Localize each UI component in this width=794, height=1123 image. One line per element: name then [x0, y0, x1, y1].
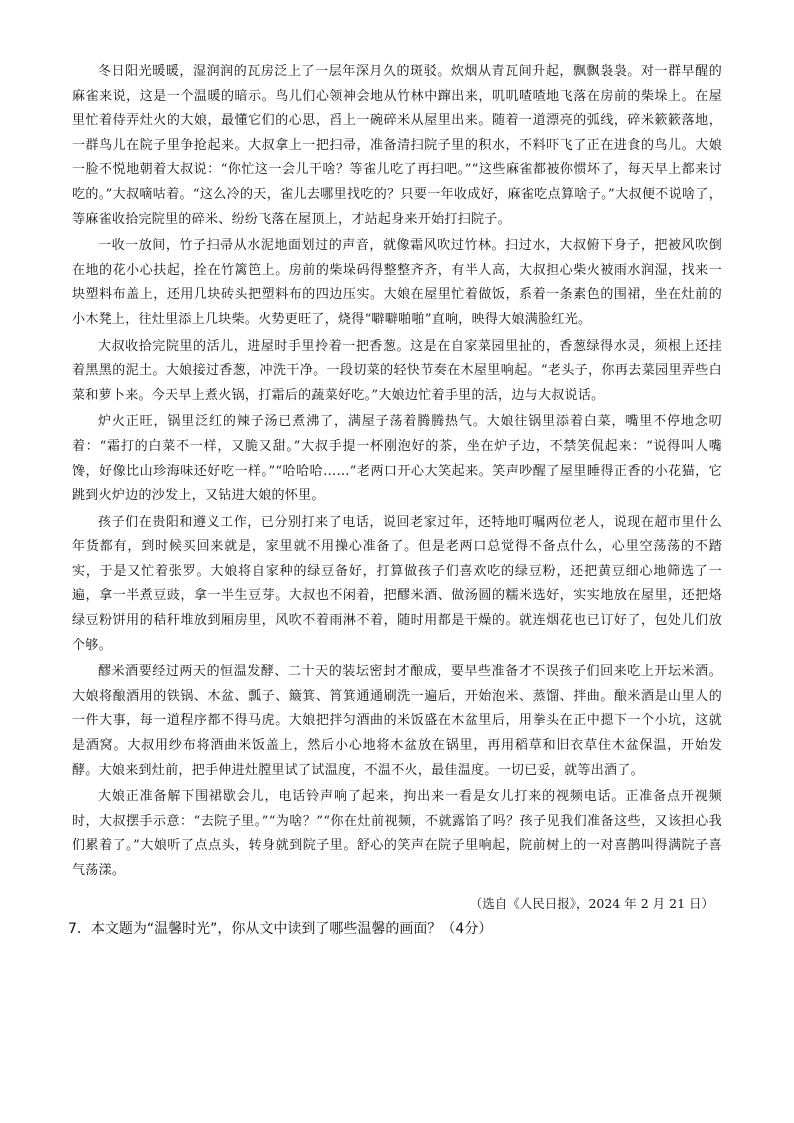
article-paragraph-1: 冬日阳光暖暖，湿润润的瓦房泛上了一层年深月久的斑驳。炊烟从青瓦间升起，飘飘袅袅。对一群早醒的麻雀来说，这是一个温暖的暗示。鸟儿们心领神会地从竹林中蹿出来，叽叽喳喳地飞落在房前的柴垛上。在屋里忙着侍弄灶火的大娘，最懂它们的心思，舀上一碗碎米从屋里出来。随着一道漂亮的弧线，碎米簌簌落地，一群鸟儿在院子里争抢起来。大叔拿上一把扫帚，准备清扫院子里的积水，不料吓飞了正在进食的鸟儿。大娘一脸不悦地朝着大叔说：“你忙这一会儿干啥？等雀儿吃了再扫吧。”“这些麻雀都被你惯坏了，每天早上都来讨吃的。”大叔嘀咕着。“这么冷的天，雀儿去哪里找吃的？只要一年收成好，麻雀吃点算啥子。”大叔便不说啥了，等麻雀收拾完院里的碎米、纷纷飞落在屋顶上，才站起身来开始打扫院子。 — [72, 64, 722, 227]
article-paragraph-2: 一收一放间，竹子扫帚从水泥地面划过的声音，就像霜风吹过竹林。扫过水，大叔俯下身子，把被风吹倒在地的花小心扶起，拴在竹篱笆上。房前的柴垛码得整整齐齐，有半人高，大叔担心柴火被雨水润湿，找来一块塑料布盖上，还用几块砖头把塑料布的四边压实。大娘在屋里忙着做饭，系着一条素色的围裙，坐在灶前的小木凳上，往灶里添上几块柴。火势更旺了，烧得“噼噼啪啪”直响，映得大娘满脸红光。 — [72, 238, 722, 327]
article-paragraph-7: 大娘正准备解下围裙歇会儿，电话铃声响了起来，拘出来一看是女儿打来的视频电话。正准备点开视频时，大叔摆手示意：“去院子里。”“为啥？”“你在灶前视频，不就露馅了吗？孩子见我们准备这些，又该担心我们累着了。”大娘听了点点头，转身就到院子里。舒心的笑声在院子里响起，院前树上的一对喜鹊叫得满院子喜气荡漾。 — [72, 789, 722, 878]
article-paragraph-5: 孩子们在贵阳和遵义工作，已分别打来了电话，说回老家过年，还特地叮嘱两位老人，说现在超市里什么年货都有，到时候买回来就是，家里就不用操心准备了。但是老两口总觉得不备点什么，心里空荡荡的不踏实，于是又忙着张罗。大娘将自家种的绿豆备好，打算做孩子们喜欢吃的绿豆粉，还把黄豆细心地筛选了一遍，拿一半煮豆豉，拿一半生豆芽。大叔也不闲着，把醪米酒、做汤圆的糯米选好，实实地放在屋里，还把烙绿豆粉饼用的秸秆堆放到厢房里，风吹不着雨淋不着，随时用都是干燥的。就连烟花也已订好了，包处儿们放个够。 — [72, 514, 722, 653]
document-page — [68, 60, 722, 942]
article-paragraph-6: 醪米酒要经过两天的恒温发酵、二十天的装坛密封才酿成，要早些准备才不误孩子们回来吃上开坛米酒。大娘将酿酒用的铁锅、木盆、瓢子、簸箕、筲箕通通刷洗一遍后，开始泡米、蒸馏、拌曲。酿米酒是山里人的一件大事，每一道程序都不得马虎。大娘把拌匀酒曲的米饭盛在木盆里后，用拳头在正中摁下一个小坑，这就是酒窝。大叔用纱布将酒曲米饭盖上，然后小心地将木盆放在锅里，再用稻草和旧衣草住木盆保温，开始发酵。大娘来到灶前，把手伸进灶膛里试了试温度，不温不火，最佳温度。一切已妥，就等出酒了。 — [72, 664, 722, 778]
question-7: 7．本文题为“温馨时光”，你从文中读到了哪些温馨的画面？（4分） — [68, 920, 493, 937]
article-paragraph-3: 大叔收拾完院里的活儿，进屋时手里拎着一把香葱。这是在自家菜园里扯的，香葱绿得水灵，须根上还挂着黑黑的泥土。大娘接过香葱，冲洗干净。一段切菜的轻快节奏在木屋里响起。“老头子，你再去菜园里弄些白菜和萝卜来。今天早上煮火锅，打霜后的蔬菜好吃。”大娘边忙着手里的活，边与大叔说话。 — [72, 338, 722, 403]
article-source: （选自《人民日报》，2024 年 2 月 21 日） — [469, 895, 714, 911]
article-paragraph-4: 炉火正旺，锅里泛红的辣子汤已煮沸了，满屋子荡着腾腾热气。大娘往锅里添着白菜，嘴里不停地念叨着：“霜打的白菜不一样，又脆又甜。”大叔手提一杯刚泡好的茶，坐在炉子边，不禁笑侃起来：“说得叫人嘴馋，好像比山珍海味还好吃一样。”“哈哈哈……”老两口开心大笑起来。笑声吵醒了屋里睡得正香的小花猫，它跳到火炉边的沙发上，又钻进大娘的怀里。 — [72, 414, 722, 504]
